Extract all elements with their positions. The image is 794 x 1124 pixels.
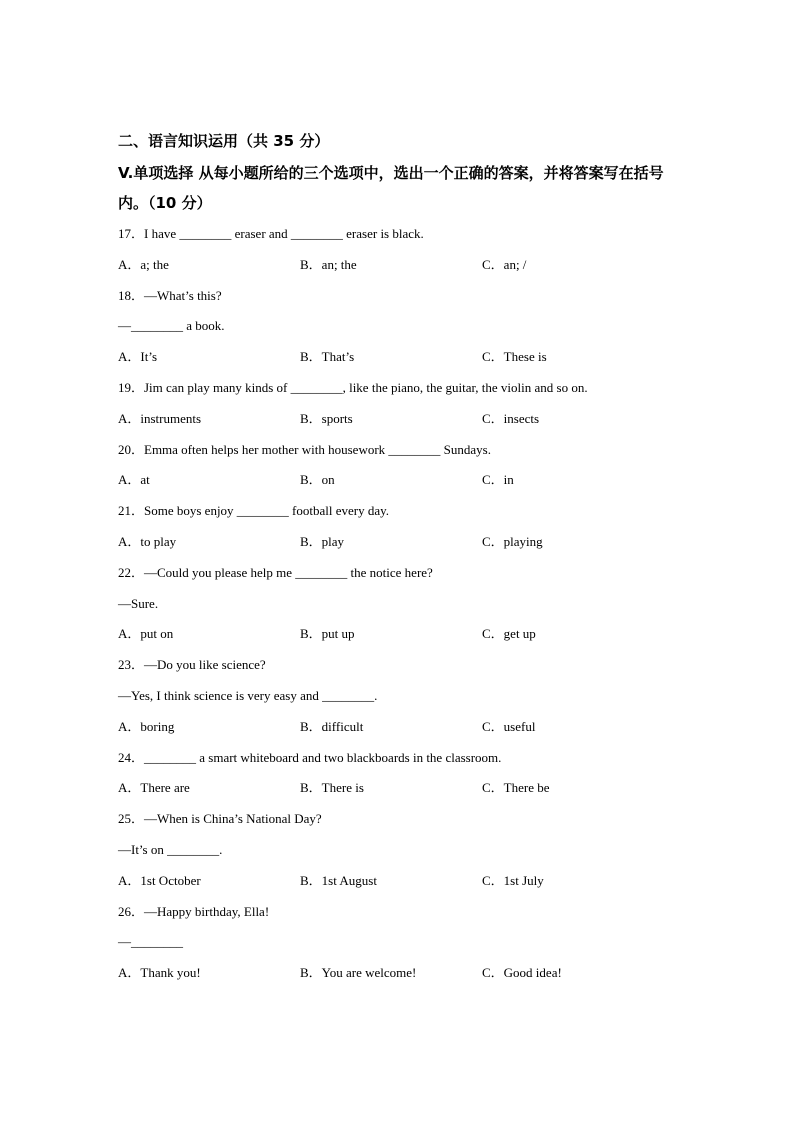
option-a: A．instruments [118,410,202,426]
question-dialogue-line: —It’s on ________. [118,841,223,857]
answer-options [118,619,698,650]
question-item [118,219,698,281]
option-b: B．put up [300,626,355,642]
option-b: B．You are welcome! [300,965,417,981]
question-stem: 23．—Do you like science? [118,657,266,673]
option-a: A．at [118,472,150,488]
question-item [118,804,698,896]
question-stem: 24．________ a smart whiteboard and two blackboards in the classroom. [118,749,502,765]
option-b: B．play [300,533,345,549]
answer-options [118,250,698,281]
question-dialogue-line: —________ [118,934,183,950]
option-a: A．to play [118,533,177,549]
option-b: B．difficult [300,718,364,734]
question-item [118,496,698,558]
option-b: B．sports [300,410,353,426]
question-stem: 25．—When is China’s National Day? [118,811,322,827]
question-dialogue-line: —Yes, I think science is very easy and ________. [118,687,378,703]
option-c: C．useful [482,718,536,734]
question-item [118,373,698,435]
question-list [118,219,698,989]
option-a: A．boring [118,718,175,734]
option-a: A．There are [118,780,190,796]
option-c: C．These is [482,349,547,365]
option-c: C．in [482,472,514,488]
question-dialogue-line: —Sure. [118,595,159,611]
question-item [118,650,698,742]
option-c: C．an; / [482,256,527,272]
option-b: B．There is [300,780,364,796]
question-stem: 17．I have ________ eraser and ________ eraser is black. [118,226,424,241]
question-item [118,558,698,650]
option-c: C．get up [482,626,536,642]
option-c: C．playing [482,533,543,549]
question-item [118,281,698,373]
answer-options [118,866,698,897]
section-instruction: V.单项选择 从每小题所给的三个选项中，选出一个正确的答案，并将答案写在括号内。（10 分） [118,164,664,212]
section-title: 二、语言知识运用（共 35 分） [118,132,330,150]
option-b: B．on [300,472,335,488]
option-a: A．Thank you! [118,965,201,981]
answer-options [118,712,698,743]
option-c: C．There be [482,780,550,796]
option-a: A．a; the [118,256,169,272]
option-c: C．Good idea! [482,965,562,981]
question-item [118,897,698,989]
question-stem: 19．Jim can play many kinds of ________, like the piano, the guitar, the violin and so on. [118,379,588,395]
answer-options [118,958,698,989]
option-a: A．It’s [118,349,158,365]
option-a: A．put on [118,626,174,642]
answer-options [118,404,698,435]
option-a: A．1st October [118,872,201,888]
answer-options [118,465,698,496]
question-stem: 18．—What’s this? [118,287,222,303]
option-c: C．1st July [482,872,544,888]
option-b: B．an; the [300,256,357,272]
question-stem: 26．—Happy birthday, Ella! [118,903,270,919]
question-dialogue-line: —________ a book. [118,318,225,334]
question-stem: 22．—Could you please help me ________ the notice here? [118,564,433,580]
answer-options [118,342,698,373]
question-stem: 21．Some boys enjoy ________ football every day. [118,503,390,519]
question-item [118,435,698,497]
option-b: B．1st August [300,872,377,888]
option-b: B．That’s [300,349,355,365]
question-item [118,743,698,805]
question-stem: 20．Emma often helps her mother with housework ________ Sundays. [118,441,491,457]
option-c: C．insects [482,410,540,426]
answer-options [118,527,698,558]
answer-options [118,773,698,804]
